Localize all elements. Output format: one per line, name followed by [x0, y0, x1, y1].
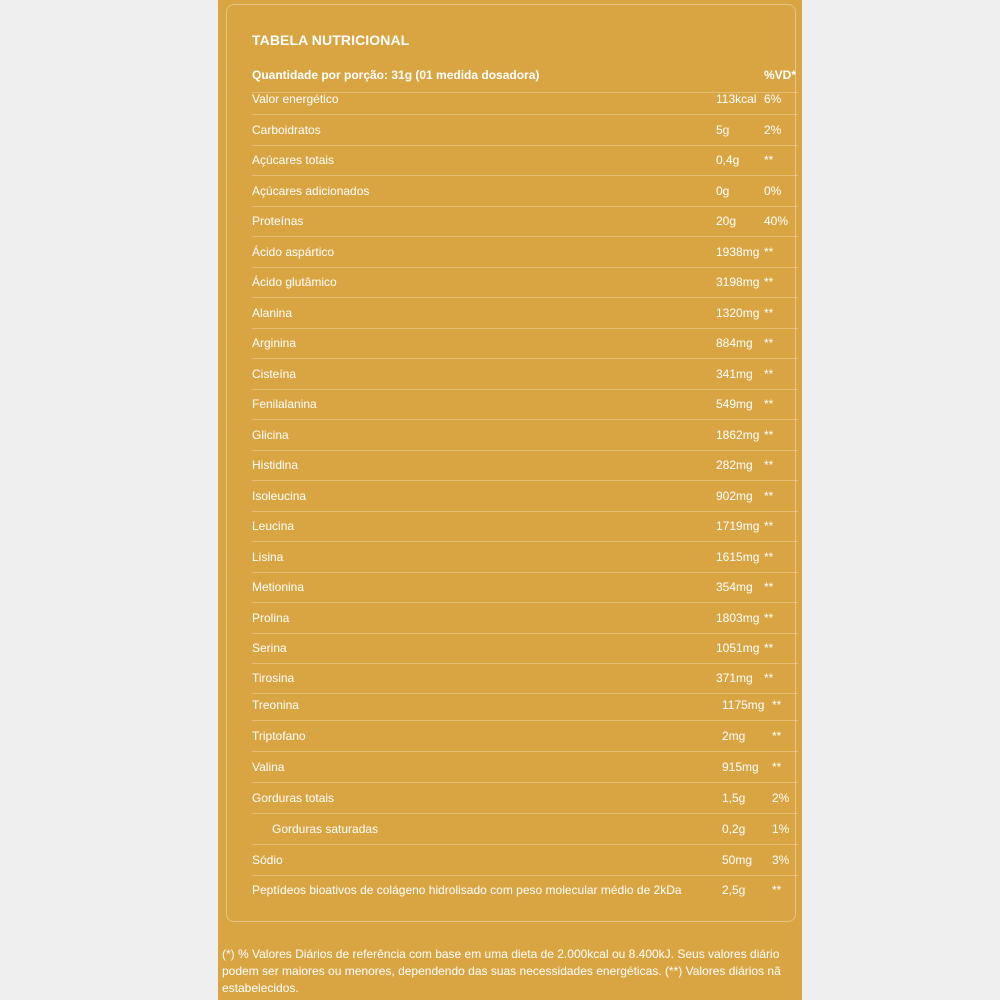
nutrient-amount: 1320mg — [716, 306, 760, 320]
table-row — [252, 238, 798, 268]
table-row — [252, 85, 798, 115]
nutrient-amount: 113kcal — [716, 92, 757, 106]
nutrient-name: Peptídeos bioativos de colágeno hidrolisado com peso molecular médio de 2kDa — [252, 883, 682, 897]
nutrient-vd: 6% — [764, 92, 782, 106]
table-row — [252, 116, 798, 146]
nutrient-amount: 1051mg — [716, 641, 760, 655]
nutrient-amount: 20g — [716, 214, 737, 228]
table-row — [252, 664, 798, 694]
nutrient-vd: ** — [764, 550, 774, 564]
nutrient-name: Tirosina — [252, 671, 295, 685]
serving-label: Quantidade por porção: 31g (01 medida dosadora) — [252, 68, 540, 82]
nutrient-vd: 3% — [772, 853, 790, 867]
table-row — [252, 722, 798, 752]
nutrient-amount: 549mg — [716, 397, 753, 411]
nutrient-vd: ** — [764, 611, 774, 625]
nutrient-name: Histidina — [252, 458, 299, 472]
vd-header: %VD* — [764, 68, 797, 82]
footnote: (*) % Valores Diários de referência com base em uma dieta de 2.000kcal ou 8.400kJ. Seus valores diário podem ser maiores ou menores, dependendo das suas necessidades energéticas. (**) Valores diários nã estabelecidos. — [222, 947, 781, 995]
nutrient-amount: 1719mg — [716, 519, 760, 533]
table-row — [252, 421, 798, 451]
table-title: TABELA NUTRICIONAL — [252, 32, 410, 48]
nutrient-vd: 2% — [764, 123, 782, 137]
nutrient-vd: 2% — [772, 791, 790, 805]
nutrient-amount: 3198mg — [716, 275, 760, 289]
nutrient-amount: 2,5g — [722, 883, 746, 897]
nutrient-vd: ** — [764, 397, 774, 411]
table-row — [252, 268, 798, 298]
nutrient-amount: 341mg — [716, 367, 753, 381]
nutrient-vd: ** — [764, 306, 774, 320]
nutrient-name: Gorduras saturadas — [272, 822, 379, 836]
nutrient-vd: ** — [764, 641, 774, 655]
table-row — [252, 784, 798, 814]
table-row — [252, 390, 798, 420]
nutrient-amount: 1615mg — [716, 550, 760, 564]
nutrition-panel — [218, 0, 802, 1000]
nutrient-name: Triptofano — [252, 729, 306, 743]
nutrient-amount: 2mg — [722, 729, 746, 743]
nutrient-name: Carboidratos — [252, 123, 321, 137]
nutrient-amount: 0,2g — [722, 822, 746, 836]
nutrient-name: Treonina — [252, 698, 299, 712]
nutrient-vd: 1% — [772, 822, 790, 836]
nutrient-name: Arginina — [252, 336, 297, 350]
nutrient-amount: 282mg — [716, 458, 753, 472]
nutrient-name: Metionina — [252, 580, 305, 594]
nutrient-name: Ácido glutâmico — [252, 275, 337, 289]
nutrient-amount: 5g — [716, 123, 730, 137]
table-row — [252, 753, 798, 783]
nutrient-name: Alanina — [252, 306, 293, 320]
nutrient-amount: 1938mg — [716, 245, 760, 259]
table-row — [252, 512, 798, 542]
nutrient-name: Valor energético — [252, 92, 339, 106]
nutrient-vd: ** — [772, 698, 782, 712]
nutrient-name: Valina — [252, 760, 285, 774]
nutrient-vd: 40% — [764, 214, 789, 228]
nutrient-amount: 1175mg — [722, 698, 765, 712]
nutrient-name: Glicina — [252, 428, 289, 442]
table-row — [252, 604, 798, 634]
nutrient-amount: 1862mg — [716, 428, 760, 442]
nutrient-vd: ** — [764, 367, 774, 381]
nutrient-vd: ** — [772, 729, 782, 743]
table-row — [252, 846, 798, 876]
nutrient-name: Isoleucina — [252, 489, 307, 503]
nutrient-amount: 0g — [716, 184, 730, 198]
nutrient-name: Gorduras totais — [252, 791, 335, 805]
nutrient-vd: ** — [772, 883, 782, 897]
nutrient-vd: ** — [772, 760, 782, 774]
table-row — [252, 634, 798, 664]
nutrient-vd: ** — [764, 458, 774, 472]
nutrient-name: Serina — [252, 641, 287, 655]
nutrient-amount: 354mg — [716, 580, 753, 594]
nutrient-name: Açúcares totais — [252, 153, 335, 167]
table-row — [252, 299, 798, 329]
table-row — [252, 329, 798, 359]
nutrient-vd: 0% — [764, 184, 782, 198]
nutrient-name: Fenilalanina — [252, 397, 317, 411]
nutrient-vd: ** — [764, 428, 774, 442]
nutrient-amount: 371mg — [716, 671, 753, 685]
nutrient-amount: 0,4g — [716, 153, 740, 167]
nutrient-name: Cisteína — [252, 367, 297, 381]
nutrient-amount: 50mg — [722, 853, 753, 867]
nutrient-amount: 902mg — [716, 489, 753, 503]
table-row — [252, 543, 798, 573]
table-row — [252, 360, 798, 390]
table-row — [252, 815, 798, 845]
nutrition-table — [226, 4, 796, 922]
nutrient-amount: 915mg — [722, 760, 759, 774]
nutrient-amount: 1,5g — [722, 791, 746, 805]
table-row — [252, 691, 798, 721]
nutrient-vd: ** — [764, 580, 774, 594]
nutrient-name: Prolina — [252, 611, 290, 625]
nutrient-vd: ** — [764, 153, 774, 167]
nutrient-name: Proteínas — [252, 214, 304, 228]
table-row — [252, 207, 798, 237]
nutrient-vd: ** — [764, 336, 774, 350]
nutrient-vd: ** — [764, 275, 774, 289]
table-row — [252, 573, 798, 603]
nutrient-vd: ** — [764, 489, 774, 503]
nutrient-vd: ** — [764, 671, 774, 685]
nutrient-name: Lisina — [252, 550, 284, 564]
nutrient-amount: 884mg — [716, 336, 753, 350]
table-row — [252, 146, 798, 176]
table-row — [252, 876, 798, 906]
nutrient-vd: ** — [764, 519, 774, 533]
nutrient-vd: ** — [764, 245, 774, 259]
nutrient-name: Ácido aspártico — [252, 245, 335, 259]
table-row — [252, 482, 798, 512]
nutrient-name: Leucina — [252, 519, 295, 533]
nutrient-name: Açúcares adicionados — [252, 184, 370, 198]
nutrient-amount: 1803mg — [716, 611, 760, 625]
table-row — [252, 451, 798, 481]
table-row — [252, 177, 798, 207]
nutrient-name: Sódio — [252, 853, 283, 867]
